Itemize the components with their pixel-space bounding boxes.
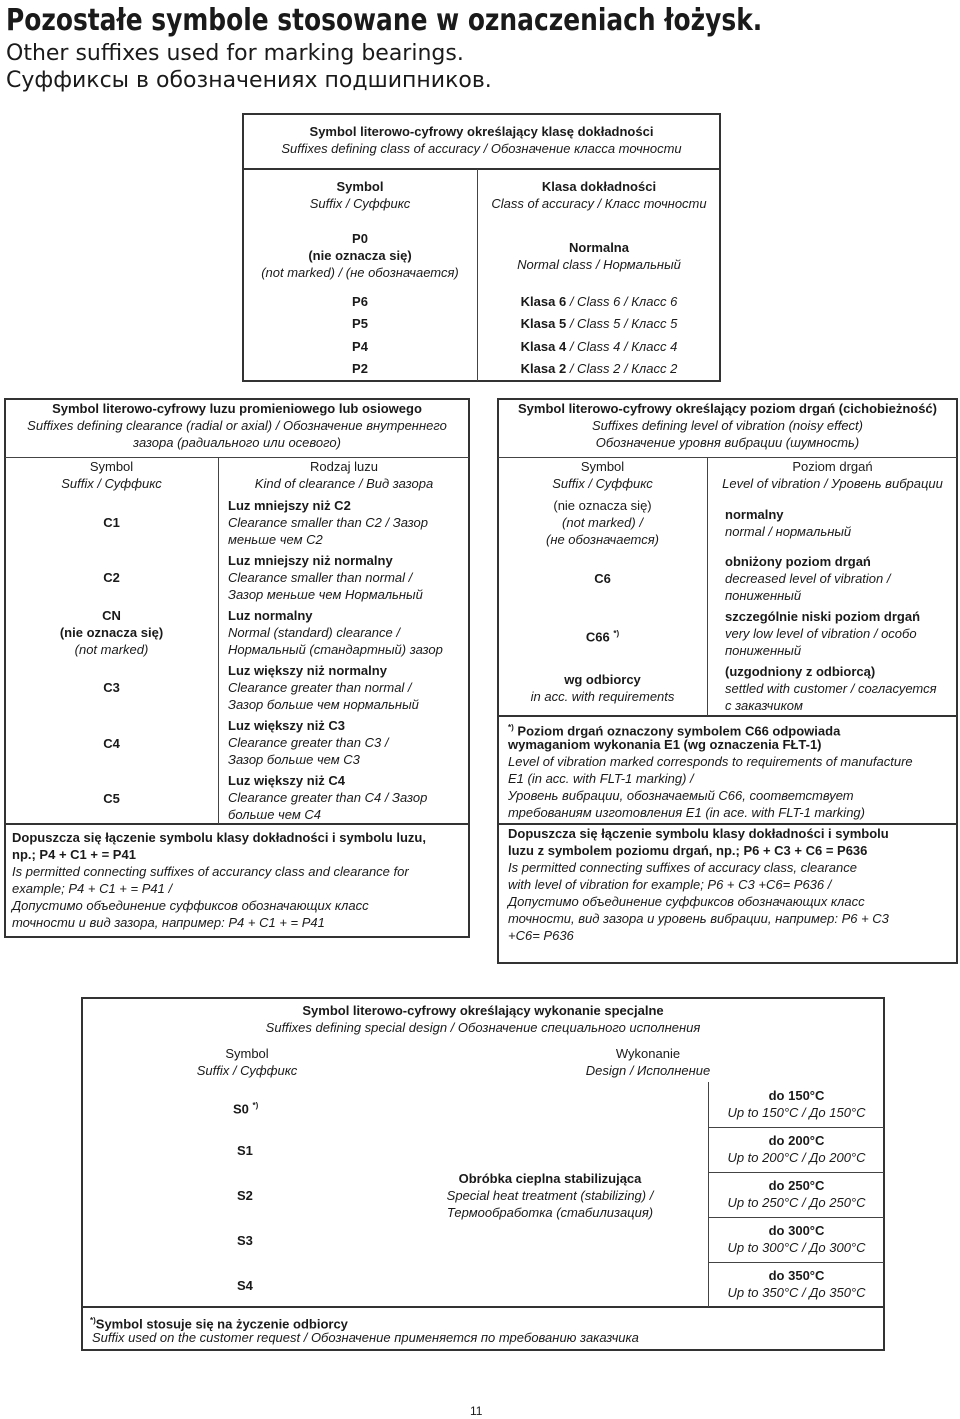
vibration-r0-symbol: (nie oznacza się) (553, 498, 652, 513)
special-row-symbol: S4 (237, 1278, 253, 1293)
vibration-footnote-en: Level of vibration marked corresponds to requirements of manufacture (508, 754, 913, 769)
special-col-design-en: Design / Исполнение (585, 1063, 711, 1078)
accuracy-row-class: Klasa 2 / Class 2 / Класс 2 (520, 361, 678, 376)
clearance-row-pl: Luz mniejszy niż C2 (228, 498, 351, 513)
vibration-footnote-ru2: требованиям изготовления E1 (in ace. with FLT-1 marking) (508, 805, 865, 820)
title-russian: Суффиксы в обозначениях подшипников. (6, 68, 492, 93)
special-temp-pl: do 300°C (768, 1223, 825, 1238)
special-header-en: Suffixes defining special design / Обозначение специального исполнения (265, 1020, 701, 1035)
special-design-ru: Термообработка (стабилизация) (446, 1205, 654, 1220)
clearance-row-en2: Нормальный (стандартный) зазор (228, 642, 443, 657)
clearance-row-en: Clearance smaller than normal / (228, 570, 413, 585)
accuracy-p0-symbol: P0 (352, 231, 368, 246)
vibration-col-level-en: Level of vibration / Уровень вибрации (722, 476, 943, 491)
vibration-header-pl: Symbol literowo-cyfrowy określający poziom drgań (cichobieżność) (518, 401, 937, 416)
vibration-r3-en2: с заказчиком (725, 698, 803, 713)
clearance-note-ru: Допустимо объединение суффиксов обозначающих класс (12, 898, 369, 913)
accuracy-row-symbol: P6 (352, 294, 368, 309)
vibration-r0-pl: normalny (725, 507, 784, 522)
clearance-row-pl: Luz mniejszy niż normalny (228, 553, 393, 568)
clearance-note-en: Is permitted connecting suffixes of accurancy class and clearance for (12, 864, 409, 879)
clearance-row-pl: Luz większy niż normalny (228, 663, 387, 678)
accuracy-row-class: Klasa 5 / Class 5 / Класс 5 (520, 316, 678, 331)
special-temp-pl: do 200°C (768, 1133, 825, 1148)
vibration-footnote-ru: Уровень вибрации, обозначаемый C66, соответствует (508, 788, 854, 803)
accuracy-col-class: Klasa dokładności (541, 179, 657, 194)
vibration-r0-symbol-ru: (не обозначается) (545, 532, 659, 547)
page-number: 11 (470, 1404, 483, 1418)
vibration-r1-symbol: C6 (594, 571, 611, 586)
special-col-symbol-en: Suffix / Суффикс (196, 1063, 298, 1078)
vibration-note-pl: Dopuszcza się łączenie symbolu klasy dokładności i symbolu (508, 826, 889, 841)
clearance-row-symbol: C2 (103, 570, 120, 585)
clearance-row-symbol-note-en: (not marked) (74, 642, 149, 657)
vibration-r3-pl: (uzgodniony z odbiorcą) (725, 664, 876, 679)
special-temp-pl: do 150°C (768, 1088, 825, 1103)
clearance-row-pl: Luz normalny (228, 608, 313, 623)
special-temp-en: Up to 300°C / До 300°C (727, 1240, 866, 1255)
clearance-row-en2: меньше чем C2 (228, 532, 323, 547)
accuracy-header-en: Suffixes defining class of accuracy / Обозначение класса точности (281, 141, 682, 156)
clearance-note-pl: Dopuszcza się łączenie symbolu klasy dokładności i symbolu luzu, (12, 830, 426, 845)
special-temp-en: Up to 150°C / До 150°C (727, 1105, 866, 1120)
special-row-symbol: S3 (237, 1233, 253, 1248)
clearance-row-symbol: C5 (103, 791, 120, 806)
clearance-header-en: Suffixes defining clearance (radial or axial) / Обозначение внутреннего (27, 418, 447, 433)
accuracy-header-pl: Symbol literowo-cyfrowy określający klasę dokładności (309, 124, 654, 139)
vibration-r3-en: settled with customer / согласуется (725, 681, 937, 696)
vibration-r2-en: very low level of vibration / особо (725, 626, 917, 641)
special-temp-en: Up to 200°C / До 200°C (727, 1150, 866, 1165)
clearance-header-en2: зазора (радиального или осевого) (133, 435, 341, 450)
vibration-col-symbol-en: Suffix / Суффикс (552, 476, 653, 491)
special-col-symbol: Symbol (225, 1046, 269, 1061)
accuracy-p0-class: Normalna (569, 240, 629, 255)
vibration-r2-en2: пониженный (725, 643, 802, 658)
title-english: Other suffixes used for marking bearings. (6, 41, 464, 66)
clearance-note-en2: example; P4 + C1 + = P41 / (12, 881, 173, 896)
special-row-symbol: S0 *) (233, 1101, 259, 1117)
vibration-col-level: Poziom drgań (792, 459, 873, 474)
special-header-pl: Symbol literowo-cyfrowy określający wykonanie specjalne (302, 1003, 664, 1018)
title-polish: Pozostałe symbole stosowane w oznaczeniach łożysk. (6, 3, 763, 38)
accuracy-col-symbol: Symbol (336, 179, 384, 194)
vibration-r0-symbol-en: (not marked) / (562, 515, 643, 530)
vibration-note-ru2: точности, вид зазора и уровень вибрации, например: P6 + C3 (508, 911, 889, 926)
accuracy-row-symbol: P5 (352, 316, 368, 331)
clearance-row-en2: Зазор больше чем нормальный (228, 697, 419, 712)
special-footnote-pl: *)Symbol stosuje się na życzenie odbiorcy (90, 1316, 348, 1332)
vibration-note-pl2: luzu z symbolem poziomu drgań, np.; P6 + C3 + C6 = P636 (508, 843, 868, 858)
vibration-footnote-pl2: wymaganiom wykonania E1 (wg oznaczenia FŁT-1) (508, 737, 822, 752)
vibration-r1-en: decreased level of vibration / (725, 571, 891, 586)
clearance-header-pl: Symbol literowo-cyfrowy luzu promieniowego lub osiowego (52, 401, 422, 416)
vibration-footnote-pl: *) Poziom drgań oznaczony symbolem C66 odpowiada (508, 723, 841, 739)
special-design-en: Special heat treatment (stabilizing) / (446, 1188, 654, 1203)
accuracy-row-class: Klasa 4 / Class 4 / Класс 4 (520, 339, 678, 354)
clearance-row-symbol: CN (102, 608, 121, 623)
vibration-note-en2: with level of vibration for example; P6 + C3 +C6= P636 / (508, 877, 832, 892)
vibration-r3-symbol: wg odbiorcy (564, 672, 641, 687)
vibration-r1-en2: пониженный (725, 588, 802, 603)
clearance-col-kind-en: Kind of clearance / Вид зазора (254, 476, 434, 491)
clearance-col-symbol: Symbol (89, 459, 134, 474)
accuracy-row-symbol: P2 (352, 361, 368, 376)
accuracy-col-symbol-en: Suffix / Суффикс (309, 196, 411, 211)
clearance-row-symbol: C1 (103, 515, 120, 530)
clearance-row-symbol: C3 (103, 680, 120, 695)
clearance-row-symbol-note: (nie oznacza się) (59, 625, 164, 640)
clearance-row-symbol: C4 (103, 736, 120, 751)
clearance-row-en: Clearance greater than C3 / (228, 735, 389, 750)
special-temp-en: Up to 350°C / До 350°C (727, 1285, 866, 1300)
clearance-row-pl: Luz większy niż C4 (228, 773, 346, 788)
special-temp-pl: do 350°C (768, 1268, 825, 1283)
clearance-row-en: Normal (standard) clearance / (228, 625, 400, 640)
special-temp-pl: do 250°C (768, 1178, 825, 1193)
vibration-footnote-en2: E1 (in acc. with FLT-1 marking) / (508, 771, 694, 786)
accuracy-col-class-en: Class of accuracy / Класс точности (491, 196, 707, 211)
vibration-r0-en: normal / нормальный (725, 524, 852, 539)
clearance-row-pl: Luz większy niż C3 (228, 718, 346, 733)
special-col-design: Wykonanie (615, 1046, 681, 1061)
vibration-header-en: Suffixes defining level of vibration (noisy effect) (592, 418, 863, 433)
vibration-r2-pl: szczególnie niski poziom drgań (725, 609, 921, 624)
clearance-col-kind: Rodzaj luzu (310, 459, 378, 474)
vibration-r2-symbol: C66 *) (585, 629, 620, 645)
special-row-symbol: S1 (237, 1143, 253, 1158)
special-row-symbol: S2 (237, 1188, 253, 1203)
accuracy-p0-class-en: Normal class / Нормальный (517, 257, 681, 272)
vibration-col-symbol: Symbol (580, 459, 625, 474)
accuracy-p0-note: (nie oznacza się) (308, 248, 412, 263)
page-title (6, 2, 917, 94)
clearance-note-pl2: np.; P4 + C1 + = P41 (12, 847, 136, 862)
vibration-r1-pl: obniżony poziom drgań (725, 554, 871, 569)
special-design-pl: Obróbka cieplna stabilizująca (458, 1171, 642, 1186)
accuracy-row-symbol: P4 (352, 339, 368, 354)
clearance-row-en: Clearance greater than normal / (228, 680, 412, 695)
vibration-note-ru: Допустимо объединение суффиксов обозначающих класс (508, 894, 865, 909)
clearance-row-en2: Зазор больше чем C3 (228, 752, 360, 767)
accuracy-row-class: Klasa 6 / Class 6 / Класс 6 (520, 294, 678, 309)
clearance-col-symbol-en: Suffix / Суффикс (61, 476, 162, 491)
clearance-row-en2: больше чем C4 (228, 807, 322, 822)
clearance-row-en: Clearance smaller than C2 / Зазор (228, 515, 429, 530)
special-footnote-en: Suffix used on the customer request / Обозначение применяется по требованию заказчика (92, 1330, 639, 1345)
clearance-note-ru2: точности и вид зазора, например: P4 + C1 + = P41 (12, 915, 325, 930)
special-temp-en: Up to 250°C / До 250°C (727, 1195, 866, 1210)
vibration-r3-symbol-en: in acc. with requirements (530, 689, 675, 704)
vibration-note-en: Is permitted connecting suffixes of accuracy class, clearance (508, 860, 857, 875)
clearance-row-en2: Зазор меньше чем Нормальный (228, 587, 423, 602)
clearance-row-en: Clearance greater than C4 / Зазор (228, 790, 428, 805)
vibration-header-ru: Обозначение уровня вибрации (шумность) (595, 435, 860, 450)
accuracy-p0-note-en: (not marked) / (не обозначается) (261, 265, 459, 280)
vibration-note-ru3: +C6= P636 (508, 928, 574, 943)
